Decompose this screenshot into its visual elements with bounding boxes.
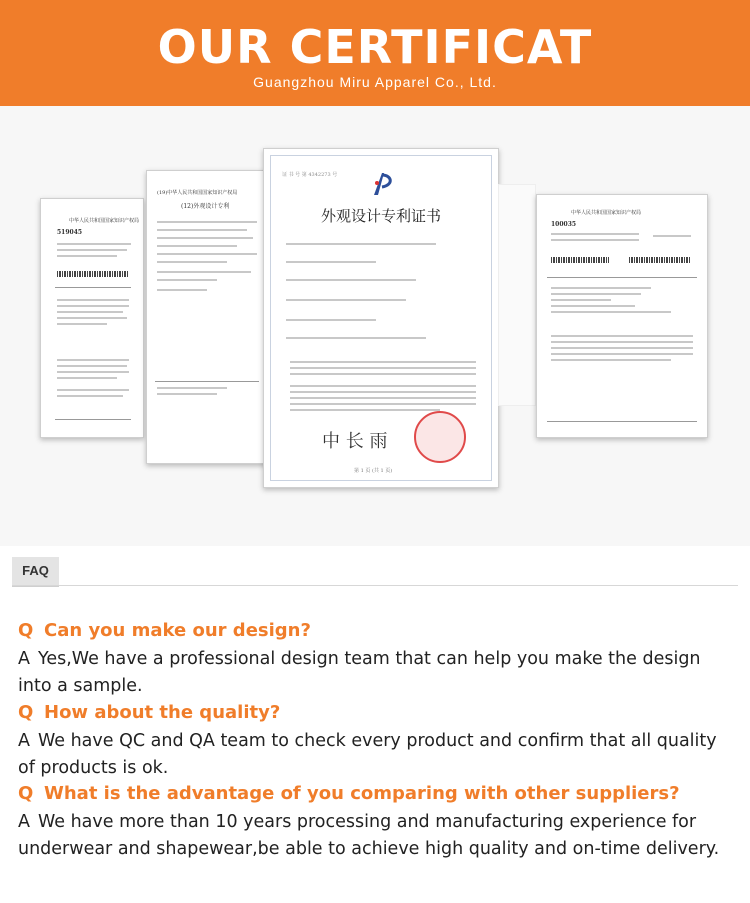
- a-marker: A: [18, 731, 30, 751]
- faq-question-2: [18, 702, 280, 723]
- doc-number: 519045: [57, 229, 83, 236]
- faq-tab: FAQ: [12, 557, 59, 587]
- faq-answer-1: [18, 646, 738, 700]
- doc-number: 100035: [551, 221, 577, 228]
- header-banner: [0, 0, 750, 106]
- q-marker: Q: [18, 620, 34, 641]
- a-marker: A: [18, 812, 30, 832]
- faq-question-1: [18, 620, 311, 641]
- question-text: What is the advantage of you comparing with other suppliers?: [44, 783, 680, 804]
- q-marker: Q: [18, 783, 34, 804]
- certificate-doc-faint: [498, 184, 536, 406]
- certificate-gallery: [0, 106, 750, 546]
- official-seal: [414, 411, 466, 463]
- answer-text: We have QC and QA team to check every product and confirm that all quality of products is ok.: [18, 731, 717, 778]
- certificate-doc-4: [536, 194, 708, 438]
- faq-question-3: [18, 783, 680, 804]
- q-marker: Q: [18, 702, 34, 723]
- patent-office-logo-icon: [368, 169, 398, 199]
- certificate-doc-main: 证 书 号 第 4342273 号 外观设计专利证书 中 长 雨 第 1 页 (共 1 页): [263, 148, 499, 488]
- question-text: How about the quality?: [44, 702, 281, 723]
- doc-header: 中华人民共和国国家知识产权局: [571, 210, 642, 216]
- page-footer: 第 1 页 (共 1 页): [354, 468, 393, 474]
- answer-text: We have more than 10 years processing and manufacturing experience for underwear and shapewear,be able to achieve high quality and on-time delivery.: [18, 812, 720, 859]
- a-marker: A: [18, 649, 30, 669]
- doc-subheader: (12)外观设计专利: [181, 203, 230, 210]
- doc-header: (19)中华人民共和国国家知识产权局: [157, 190, 238, 196]
- certificate-doc-1: [40, 198, 144, 438]
- question-text: Can you make our design?: [44, 620, 311, 641]
- certificate-doc-2: [146, 170, 268, 464]
- company-name: Guangzhou Miru Apparel Co., Ltd.: [253, 74, 497, 90]
- faq-divider: [12, 585, 738, 586]
- signature: 中 长 雨: [322, 431, 388, 452]
- answer-text: Yes,We have a professional design team that can help you make the design into a sample.: [18, 649, 701, 696]
- page-title: OUR CERTIFICAT: [157, 20, 593, 74]
- certificate-title: 外观设计专利证书: [320, 207, 441, 225]
- doc-header: 中华人民共和国国家知识产权局: [69, 218, 140, 224]
- faq-answer-3: [18, 809, 738, 863]
- faq-answer-2: [18, 728, 738, 782]
